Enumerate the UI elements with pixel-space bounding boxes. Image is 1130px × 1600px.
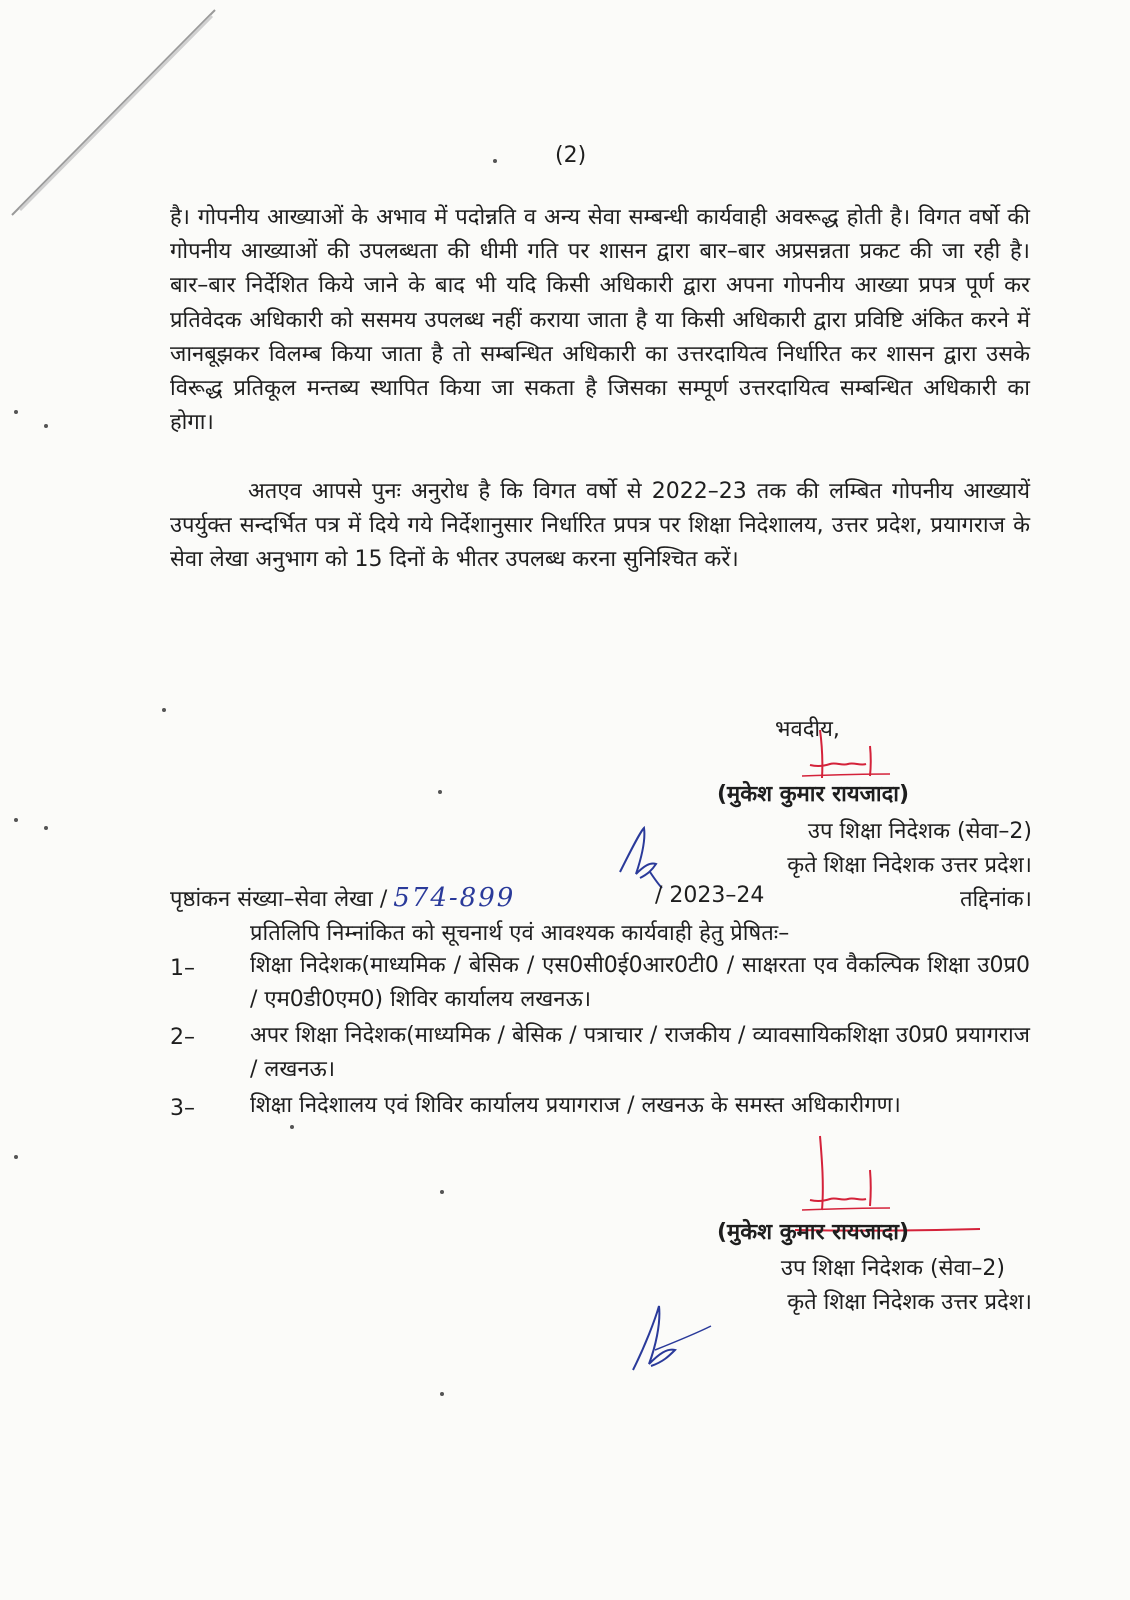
scan-speck bbox=[44, 826, 48, 830]
page-number: (2) bbox=[555, 143, 587, 168]
signatory-name-1: (मुकेश कुमार रायजादा) bbox=[717, 782, 910, 807]
endorsement-number-row bbox=[170, 883, 521, 913]
handwritten-endorsement-number: 574-899 bbox=[393, 883, 516, 913]
copy-intro-line: प्रतिलिपि निम्नांकित को सूचनार्थ एवं आवश्यक कार्यवाही हेतु प्रेषितः– bbox=[250, 921, 790, 946]
recipient-item: शिक्षा निदेशालय एवं शिविर कार्यालय प्रयागराज / लखनऊ के समस्त अधिकारीगण। bbox=[250, 1093, 901, 1118]
signatory-designation-1: उप शिक्षा निदेशक (सेवा–2) bbox=[807, 819, 1032, 844]
signatory-name-2: (मुकेश कुमार रायजादा) bbox=[717, 1220, 910, 1245]
recipient-number: 1– bbox=[170, 956, 195, 981]
scan-speck bbox=[14, 410, 18, 414]
scan-speck bbox=[440, 1392, 444, 1396]
signatory-on-behalf-2: कृते शिक्षा निदेशक उत्तर प्रदेश। bbox=[787, 1290, 1032, 1315]
endorsement-date: तद्दिनांक। bbox=[959, 887, 1032, 912]
scan-speck bbox=[440, 1190, 444, 1194]
recipient-item: शिक्षा निदेशक(माध्यमिक / बेसिक / एस0सी0ई0आर0टी0 / साक्षरता एव वैकल्पिक शिक्षा उ0प्र0 / एम0डी0एम0) शिविर कार्यालय लखनऊ। bbox=[250, 953, 1030, 1013]
recipient-number: 2– bbox=[170, 1025, 195, 1050]
blue-initials-2 bbox=[625, 1300, 715, 1380]
endorsement-label: पृष्ठांकन संख्या–सेवा लेखा / bbox=[170, 887, 388, 912]
scan-speck bbox=[493, 159, 497, 163]
signatory-on-behalf-1: कृते शिक्षा निदेशक उत्तर प्रदेश। bbox=[787, 853, 1032, 878]
body-paragraph-2: अतएव आपसे पुनः अनुरोध है कि विगत वर्षो से 2022–23 तक की लम्बित गोपनीय आख्यायें उपर्युक्त सन्दर्भित पत्र में दिये गये निर्देशानुसार निर्धारित प्रपत्र पर शिक्षा निदेशालय, उत्तर प्रदेश, प्रयागराज के सेवा लेखा अनुभाग को 15 दिनों के भीतर उपलब्ध करना सुनिश्चित करें। bbox=[170, 479, 1030, 573]
signatory-designation-2: उप शिक्षा निदेशक (सेवा–2) bbox=[780, 1256, 1005, 1281]
recipient-item: अपर शिक्षा निदेशक(माध्यमिक / बेसिक / पत्राचार / राजकीय / व्यावसायिकशिक्षा उ0प्र0 प्रयागराज / लखनऊ। bbox=[250, 1023, 1030, 1083]
scan-speck bbox=[162, 708, 166, 712]
scan-speck bbox=[44, 424, 48, 428]
recipient-number: 3– bbox=[170, 1096, 195, 1121]
endorsement-year: / 2023–24 bbox=[655, 883, 765, 908]
red-signature-1 bbox=[790, 720, 910, 780]
body-paragraph-1: है। गोपनीय आख्याओं के अभाव में पदोन्नति व अन्य सेवा सम्बन्धी कार्यवाही अवरूद्ध होती है। विगत वर्षो की गोपनीय आख्याओं की उपलब्धता की धीमी गति पर शासन द्वारा बार–बार अप्रसन्नता प्रकट की जा रही है। बार–बार निर्देशित किये जाने के बाद भी यदि किसी अधिकारी द्वारा अपना गोपनीय आख्या प्रपत्र पूर्ण कर प्रतिवेदक अधिकारी को ससमय उपलब्ध नहीं कराया जाता है या किसी अधिकारी द्वारा प्रविष्टि अंकित करने में जानबूझकर विलम्ब किया जाता है तो सम्बन्धित अधिकारी का उत्तरदायित्व निर्धारित कर शासन द्वारा उसके विरूद्ध प्रतिकूल मन्तब्य स्थापित किया जा सकता है जिसका सम्पूर्ण उत्तरदायित्व सम्बन्धित अधिकारी का होगा। bbox=[170, 205, 1030, 436]
scan-speck bbox=[290, 1125, 294, 1129]
closing-salutation: भवदीय, bbox=[775, 717, 840, 742]
scan-speck bbox=[438, 790, 442, 794]
scan-speck bbox=[14, 1155, 18, 1159]
scan-speck bbox=[14, 818, 18, 822]
blue-initials-1 bbox=[610, 822, 680, 892]
